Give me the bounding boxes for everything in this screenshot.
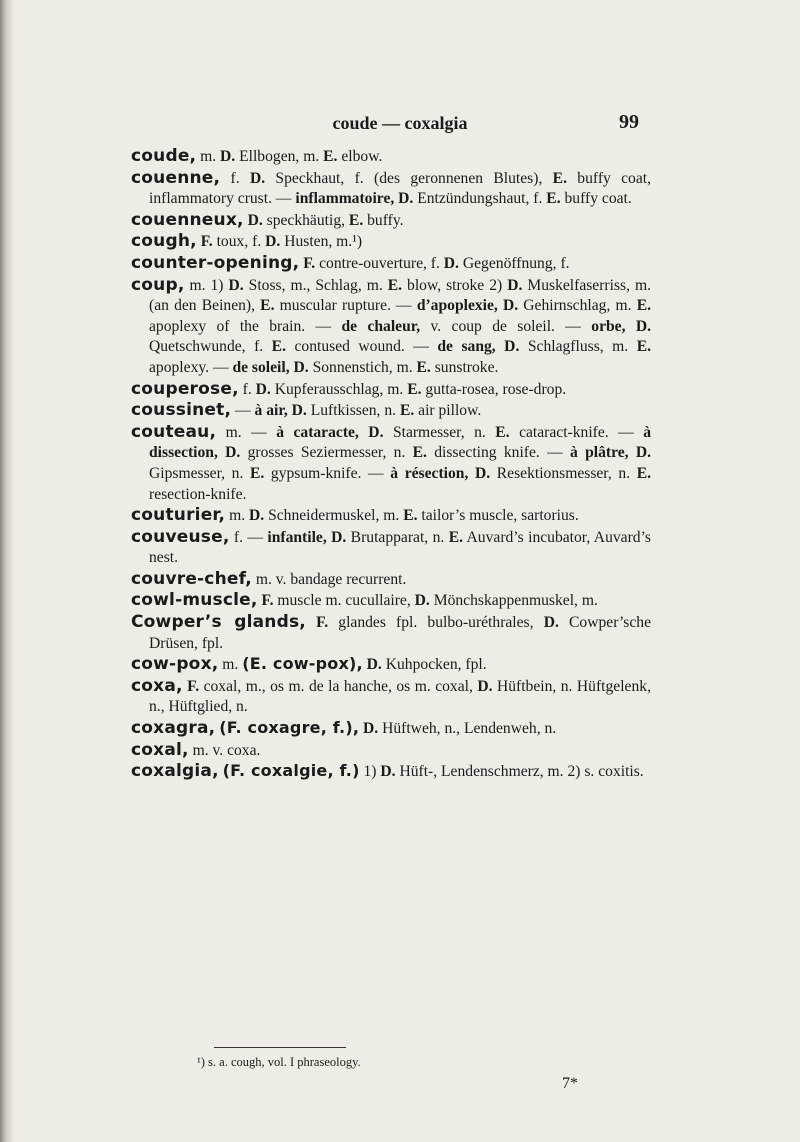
dictionary-entry	[131, 210, 651, 232]
dictionary-entry	[131, 761, 651, 783]
dictionary-entry	[131, 379, 651, 401]
entry-headword: couvre-chef,	[131, 568, 252, 589]
entry-definition: (F. coxagre, f.), D. Hüftweh, n., Lendenweh, n.	[219, 718, 557, 738]
page-binding-shadow	[0, 0, 14, 1142]
entry-headword: cough,	[131, 231, 197, 252]
footnote-rule	[214, 1047, 346, 1048]
dictionary-entry	[131, 676, 651, 718]
running-title: coude — coxalgia	[332, 113, 468, 133]
dictionary-entry	[131, 654, 651, 676]
printer-signature: 7*	[562, 1075, 578, 1092]
entry-headword: coup,	[131, 274, 185, 295]
entry-definition: m. D. Ellbogen, m. E. elbow.	[196, 148, 383, 165]
entry-definition: m. — à cataracte, D. Starmesser, n. E. cataract-knife. — à dissection, D. grosses Seziermesser, n. E. dissecting knife. — à plâtre, D. Gipsmesser, n. E. gypsum-knife. — à résection, D. Resektionsmesser, n. E. resection-knife.	[149, 423, 652, 503]
dictionary-entry	[131, 718, 651, 740]
entry-definition: — à air, D. Luftkissen, n. E. air pillow.	[231, 402, 482, 420]
entry-headword: coxa,	[131, 675, 183, 696]
entry-headword: coxagra,	[131, 718, 216, 739]
entry-headword: couturier,	[131, 505, 226, 526]
entry-headword: couperose,	[131, 378, 239, 399]
entry-definition: m. D. Schneidermuskel, m. E. tailor’s muscle, sartorius.	[225, 507, 579, 525]
entry-definition: (F. coxalgie, f.) 1) D. Hüft-, Lendenschmerz, m. 2) s. coxitis.	[222, 761, 644, 781]
entry-definition: F. coxal, m., os m. de la hanche, os m. coxal, D. Hüftbein, n. Hüftgelenk, n., Hüftglied, n.	[149, 677, 651, 716]
dictionary-entry	[131, 168, 651, 210]
dictionary-entry	[131, 231, 651, 253]
entry-headword: couveuse,	[131, 526, 230, 547]
entry-definition: m. (E. cow-pox), D. Kuhpocken, fpl.	[218, 654, 487, 674]
entry-definition: f. — infantile, D. Brutapparat, n. E. Auvard’s incubator, Auvard’s nest.	[149, 528, 651, 567]
entry-definition: F. glandes fpl. bulbo-uréthrales, D. Cowper’sche Drüsen, fpl.	[149, 614, 652, 652]
dictionary-entry	[131, 146, 651, 168]
entry-headword: cow-pox,	[131, 654, 219, 675]
entry-headword: couenneux,	[131, 209, 244, 230]
entry-definition: m. v. bandage recurrent.	[251, 570, 407, 588]
dictionary-entry	[131, 422, 651, 505]
dictionary-entry	[131, 253, 651, 275]
dictionary-entry	[131, 275, 651, 379]
dictionary-entry	[131, 527, 651, 569]
page-number: 99	[619, 111, 639, 133]
entry-definition: f. D. Kupferausschlag, m. E. gutta-rosea, rose-drop.	[238, 380, 567, 398]
entry-headword: couteau,	[131, 421, 217, 442]
dictionary-entry	[131, 505, 651, 527]
entry-headword: cowl-muscle,	[131, 590, 258, 611]
dictionary-entry	[131, 400, 651, 422]
entry-definition: F. muscle m. cucullaire, D. Mönchskappenmuskel, m.	[261, 592, 598, 610]
dictionary-entry	[131, 740, 651, 762]
entry-definition: m. 1) D. Stoss, m., Schlag, m. E. blow, stroke 2) D. Muskelfaserriss, m. (an den Beinen), E. muscular rupture. — d’apoplexie, D. Gehirnschlag, m. E. apoplexy of the brain. — de chaleur, v. coup de soleil. — orbe, D. Quetschwunde, f. E. contused wound. — de sang, D. Schlagfluss, m. E. apoplexy. — de soleil, D. Sonnenstich, m. E. sunstroke.	[149, 276, 652, 376]
entry-headword: coxal,	[131, 739, 189, 760]
page-header	[0, 111, 800, 141]
footnote: ¹) s. a. cough, vol. I phraseology.	[197, 1055, 361, 1069]
entry-definition: F. contre-ouverture, f. D. Gegenöffnung, f.	[303, 254, 570, 272]
entry-headword: coxalgia,	[131, 761, 219, 782]
dictionary-entry	[131, 590, 651, 612]
entry-headword: coussinet,	[131, 400, 232, 421]
entry-headword: Cowper’s glands,	[131, 612, 306, 633]
dictionary-entry	[131, 569, 651, 591]
entry-headword: counter-opening,	[131, 252, 300, 273]
entry-definition: F. toux, f. D. Husten, m.¹)	[200, 233, 363, 251]
dictionary-entry	[131, 612, 651, 654]
entry-definition: f. D. Speckhaut, f. (des geronnenen Blutes), E. buffy coat, inflammatory crust. — inflammatoire, D. Entzündungshaut, f. E. buffy coat.	[149, 169, 651, 208]
entry-definition: m. v. coxa.	[188, 741, 261, 759]
dictionary-entries	[131, 146, 651, 783]
entry-headword: coude,	[131, 146, 197, 166]
entry-headword: couenne,	[131, 167, 221, 188]
entry-definition: D. speckhäutig, E. buffy.	[247, 211, 404, 229]
